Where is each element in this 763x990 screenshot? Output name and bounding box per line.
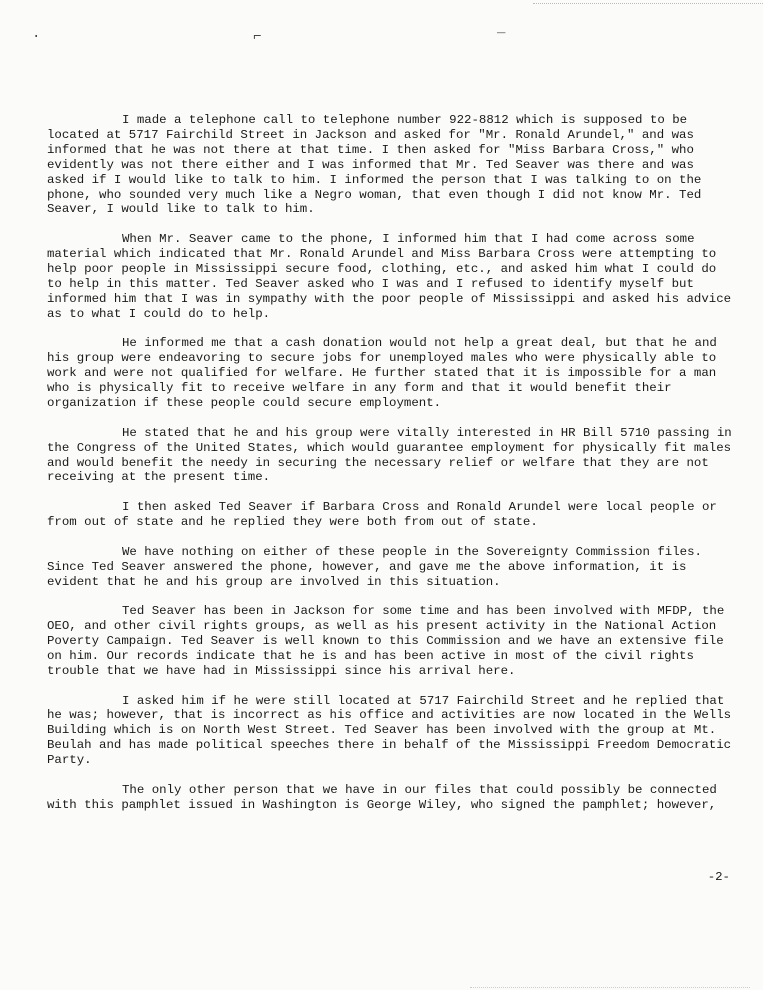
- paragraph-3: He informed me that a cash donation would not help a great deal, but that he and his group were endeavoring to secure jobs for unemployed males who were physically able to work and were not qualified for welfare. He further stated that it is impossible for a man who is physically fit to receive welfare in any form and that it would benefit their organization if these people could secure employment.: [47, 336, 717, 410]
- paragraph-8: I asked him if he were still located at 5717 Fairchild Street and he replied that he was; however, that is incorrect as his office and activities are now located in the Wells Building which is on North West Street. Ted Seaver has been involved with the group at Mt. Beulah and has made political speeches there in behalf of the Mississippi Freedom Democratic Party.: [47, 693, 732, 768]
- paragraph-2: When Mr. Seaver came to the phone, I informed him that I had come across some material which indicated that Mr. Ronald Arundel and Miss Barbara Cross were attempting to help poor people in Mississippi secure food, clothing, etc., and asked him what I could do to help in this matter. Ted Seaver asked who I was and I refused to identify myself but informed him that I was in sympathy with the poor people of Mississippi and asked his advice as to what I could do to help.: [47, 232, 732, 321]
- paragraph-5: I then asked Ted Seaver if Barbara Cross and Ronald Arundel were local people or from out of state and he replied they were both from out of state.: [47, 500, 717, 530]
- scan-speck: ·: [32, 29, 41, 45]
- paragraph-6: We have nothing on either of these people in the Sovereignty Commission files. Since Ted Seaver answered the phone, however, and gave me the above information, it is evident that he and his group are involved in this situation.: [47, 544, 702, 589]
- paragraph-4: He stated that he and his group were vitally interested in HR Bill 5710 passing in the Congress of the United States, which would guarantee employment for physically fit males and would benefit the needy in securing the necessary relief or welfare that they are not receiving at the present time.: [47, 425, 732, 485]
- scan-edge-bottom: [470, 987, 750, 988]
- scan-edge-top: [533, 3, 763, 4]
- scan-mark-right: ‾: [497, 32, 506, 48]
- paragraph-9: The only other person that we have in our files that could possibly be connected with this pamphlet issued in Washington is George Wiley, who signed the pamphlet; however,: [47, 782, 717, 812]
- paragraph-1: I made a telephone call to telephone number 922-8812 which is supposed to be located at 5717 Fairchild Street in Jackson and asked for "Mr. Ronald Arundel," and was informed that he was not there at that time. I then asked for "Miss Barbara Cross," who evidently was not there either and I was informed that Mr. Ted Seaver was there and was asked if I would like to talk to him. I informed the person that I was talking to on the phone, who sounded very much like a Negro woman, that even though I did not know Mr. Ted Seaver, I would like to talk to him.: [47, 113, 702, 217]
- paragraph-7: Ted Seaver has been in Jackson for some time and has been involved with MFDP, the OEO, and other civil rights groups, as well as his present activity in the National Action Poverty Campaign. Ted Seaver is well known to this Commission and we have an extensive file on him. Our records indicate that he is and has been active in most of the civil rights trouble that we have had in Mississippi since his arrival here.: [47, 604, 725, 678]
- scan-mark-left: ⌐: [253, 29, 262, 45]
- page-number: -2-: [707, 870, 730, 884]
- letter-body: [47, 113, 737, 828]
